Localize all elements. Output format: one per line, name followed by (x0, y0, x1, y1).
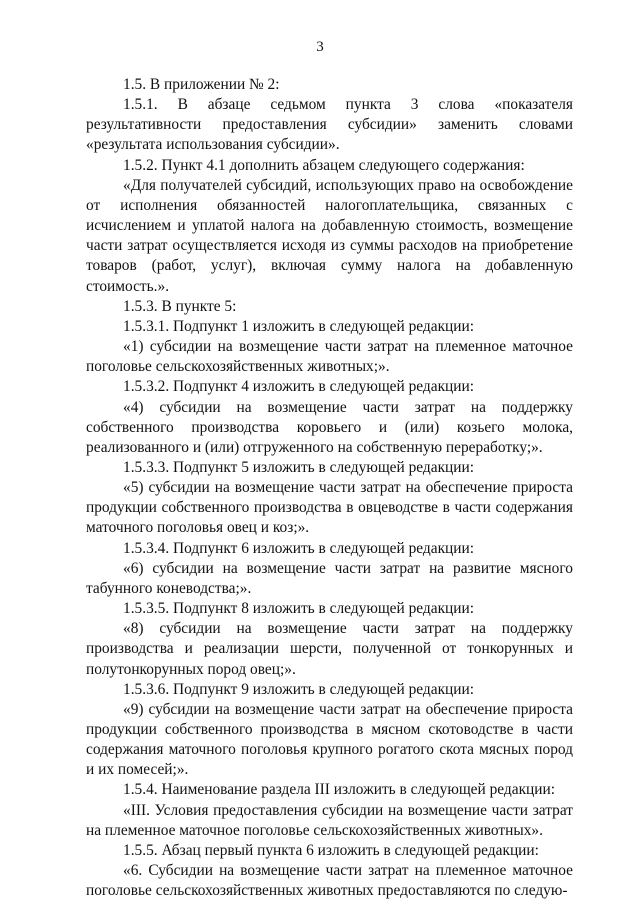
paragraph: 1.5.2. Пункт 4.1 дополнить абзацем следующего содержания: (123, 156, 525, 174)
paragraph: «5) субсидии на возмещение части затрат на обеспечение прироста продукции собственного производства в овцеводстве в части содержания маточного поголовья овец и коз;». (86, 479, 573, 537)
paragraph: «III. Условия предоставления субсидии на возмещение части затрат на племенное маточное поголовье сельскохозяйственных животных». (86, 801, 573, 839)
paragraph: 1.5.4. Наименование раздела III изложить в следующей редакции: (123, 781, 556, 799)
paragraph: 1.5.3.3. Подпункт 5 изложить в следующей редакции: (123, 458, 475, 476)
paragraph: «6. Субсидии на возмещение части затрат на племенное маточное поголовье сельскохозяйственных животных предоставляются по следую- (86, 862, 573, 900)
paragraph: 1.5.1. В абзаце седьмом пункта 3 слова «показателя результативности предоставления субсидии» заменить словами «результата использования субсидии». (86, 96, 573, 154)
paragraph: «4) субсидии на возмещение части затрат на поддержку собственного производства коровьего и (или) козьего молока, реализованного и (или) отгруженного на собственную переработку;». (86, 398, 573, 456)
paragraph: «6) субсидии на возмещение части затрат на развитие мясного табунного коневодства;». (86, 559, 573, 597)
paragraph: 1.5. В приложении № 2: (123, 76, 280, 93)
paragraph: 1.5.5. Абзац первый пункта 6 изложить в следующей редакции: (123, 841, 539, 859)
paragraph: «Для получателей субсидий, использующих право на освобождение от исполнения обязанностей налогоплательщика, связанных с исчислением и уплатой налога на добавленную стоимость, возмещение части затрат осуществляется исходя из суммы расходов на приобретение товаров (работ, услуг), включая сумму налога на добавленную стоимость.». (86, 176, 573, 295)
page-number: 3 (316, 39, 324, 55)
paragraph: 1.5.3.6. Подпункт 9 изложить в следующей редакции: (123, 680, 475, 698)
paragraph: «8) субсидии на возмещение части затрат на поддержку производства и реализации шерсти, полученной от тонкорунных и полутонкорунных пород овец;». (86, 620, 573, 678)
paragraph: 1.5.3.5. Подпункт 8 изложить в следующей редакции: (123, 600, 475, 618)
paragraph: 1.5.3.4. Подпункт 6 изложить в следующей редакции: (123, 539, 475, 557)
document-body (86, 75, 573, 901)
paragraph: «1) субсидии на возмещение части затрат на племенное маточное поголовье сельскохозяйственных животных;». (86, 338, 573, 376)
paragraph: 1.5.3.2. Подпункт 4 изложить в следующей редакции: (123, 378, 475, 396)
paragraph: «9) субсидии на возмещение части затрат на обеспечение прироста продукции собственного производства в мясном скотоводстве в части содержания маточного поголовья крупного рогатого скота мясных пород и их помесей;». (86, 700, 573, 779)
paragraph: 1.5.3. В пункте 5: (123, 297, 237, 315)
paragraph: 1.5.3.1. Подпункт 1 изложить в следующей редакции: (123, 317, 475, 335)
